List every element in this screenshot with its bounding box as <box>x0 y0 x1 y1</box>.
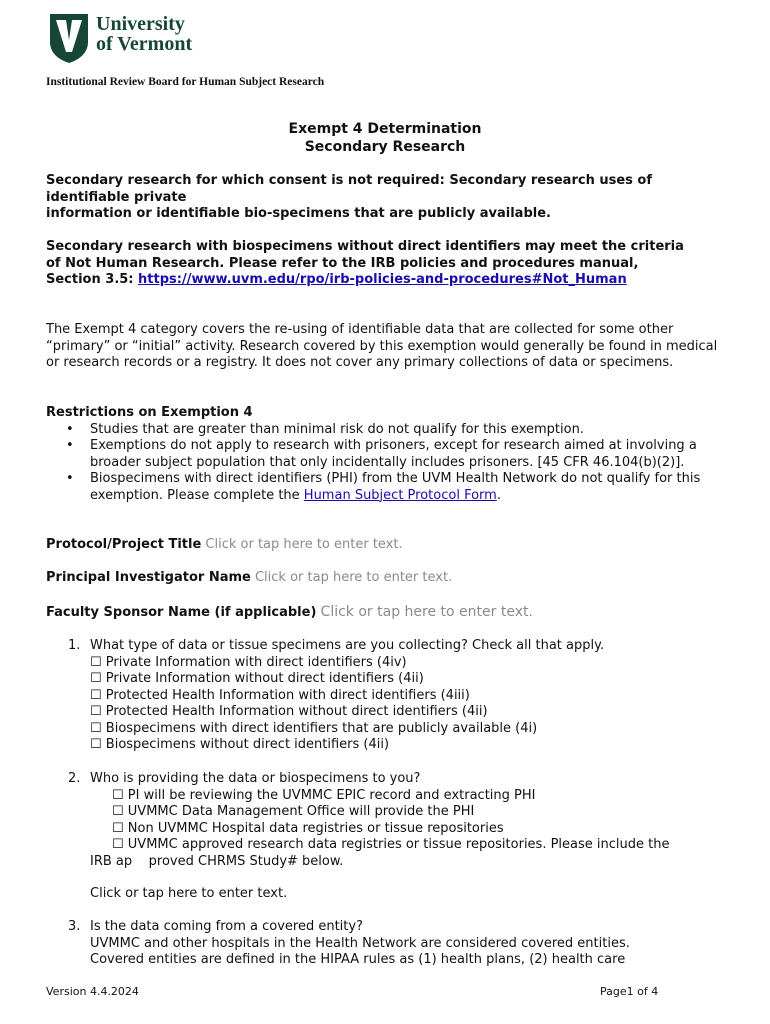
q1-number: 1. <box>68 638 81 653</box>
intro-para2 <box>46 239 696 289</box>
q2-option[interactable] <box>112 788 726 805</box>
checkbox-icon[interactable]: ☐ <box>90 737 102 752</box>
pi-name-input[interactable]: Click or tap here to enter text. <box>254 570 453 585</box>
irb-label: Institutional Review Board for Human Subject Research <box>46 76 325 88</box>
option-label: UVMMC Data Management Office will provide the PHI <box>127 804 475 819</box>
q2-question: Who is providing the data or biospecimens to you? <box>90 771 421 786</box>
q1-option[interactable] <box>90 688 726 705</box>
option-label: Private Information without direct identifiers (4ii) <box>105 671 424 686</box>
q2-option4-cont: IRB ap proved CHRMS Study# below. <box>90 853 344 869</box>
option-label: Non UVMMC Hospital data registries or tissue repositories <box>127 820 504 836</box>
q2-text-input[interactable]: Click or tap here to enter text. <box>90 886 288 901</box>
logo-line2: of Vermont <box>96 33 193 55</box>
pi-name-field <box>46 570 726 587</box>
protocol-form-link[interactable]: Human Subject Protocol Form <box>303 487 497 503</box>
checkbox-icon[interactable]: ☐ <box>90 720 102 736</box>
restriction-item: • Exemptions do not apply to research with prisoners, except for research aimed at involving a broader subject population that only incidentally includes prisoners. [45 CFR 46.104(b)(2)]. <box>90 438 726 471</box>
question-3 <box>46 919 726 969</box>
option-label: Biospecimens with direct identifiers that are publicly available (4i) <box>105 720 538 736</box>
restrictions-list <box>46 422 726 505</box>
logo-line1: University <box>96 13 185 35</box>
checkbox-icon[interactable]: ☐ <box>112 837 124 852</box>
option-label: Private Information with direct identifiers (4iv) <box>105 654 407 670</box>
question-2 <box>46 771 726 903</box>
restrictions-section <box>46 405 726 504</box>
intro-para1-line1: Secondary research for which consent is not required: Secondary research uses of identifiable private <box>46 173 653 205</box>
q1-option[interactable] <box>90 671 726 688</box>
protocol-title-label: Protocol/Project Title <box>46 537 202 552</box>
footer-version: Version 4.4.2024 <box>46 985 139 998</box>
q2-options <box>46 788 726 854</box>
protocol-title-input[interactable]: Click or tap here to enter text. <box>205 537 403 552</box>
restriction-item <box>90 471 726 504</box>
footer-page-number: Page1 of 4 <box>600 985 659 998</box>
intro-para3: The Exempt 4 category covers the re-using of identifiable data that are collected for some other “primary” or “initial” activity. Research covered by this exemption would generally be found in medical or research records or a registry. It does not cover any primary collections of data or specimens. <box>46 322 718 370</box>
sponsor-label: Faculty Sponsor Name (if applicable) <box>46 605 317 620</box>
option-label: Protected Health Information without direct identifiers (4ii) <box>105 704 488 719</box>
q1-option[interactable] <box>90 721 726 738</box>
checkbox-icon[interactable]: ☐ <box>112 804 124 819</box>
restriction-item: • Studies that are greater than minimal risk do not qualify for this exemption. <box>90 422 726 439</box>
checkbox-icon[interactable]: ☐ <box>90 704 102 719</box>
doc-title: Exempt 4 Determination <box>288 121 482 137</box>
checkbox-icon[interactable]: ☐ <box>90 654 102 670</box>
restriction-item3-end: . <box>496 487 501 503</box>
option-label: UVMMC approved research data registries or tissue repositories. Please include the <box>127 837 670 852</box>
q3-number: 3. <box>68 919 81 934</box>
checkbox-icon[interactable]: ☐ <box>112 820 124 836</box>
intro-para1 <box>46 173 726 223</box>
q3-question: Is the data coming from a covered entity? <box>90 919 363 934</box>
doc-subtitle: Secondary Research <box>304 139 466 155</box>
q2-option[interactable] <box>112 837 726 854</box>
q1-option[interactable] <box>90 655 726 672</box>
q2-number: 2. <box>68 771 81 786</box>
restriction-item3-text: Biospecimens with direct identifiers (PHI) from the UVM Health Network do not qualify for this exemption. Please complete the <box>90 471 701 503</box>
q1-option[interactable] <box>90 704 726 721</box>
sponsor-input[interactable]: Click or tap here to enter text. <box>320 604 533 620</box>
q2-option[interactable] <box>112 821 726 838</box>
q1-options <box>46 655 726 754</box>
question-1 <box>46 638 726 754</box>
q3-line3: Covered entities are defined in the HIPAA rules as (1) health plans, (2) health care <box>90 952 626 967</box>
q1-question: What type of data or tissue specimens are you collecting? Check all that apply. <box>90 638 605 653</box>
sponsor-field <box>46 604 726 622</box>
intro-para1-line2: information or identifiable bio-specimens that are publicly available. <box>46 206 551 221</box>
not-human-link[interactable]: https://www.uvm.edu/rpo/irb-policies-and-procedures#Not_Human <box>138 272 627 287</box>
checkbox-icon[interactable]: ☐ <box>112 787 124 803</box>
q2-option[interactable] <box>112 804 726 821</box>
intro-para2-text: Secondary research with biospecimens without direct identifiers may meet the criteria of Not Human Research. Please refer to the IRB policies and procedures manual, Section 3.5: <box>46 239 684 287</box>
option-label: Protected Health Information with direct identifiers (4iii) <box>105 687 470 703</box>
q1-option[interactable] <box>90 737 726 754</box>
restrictions-heading: Restrictions on Exemption 4 <box>46 405 253 420</box>
checkbox-icon[interactable]: ☐ <box>90 687 102 703</box>
option-label: Biospecimens without direct identifiers (4ii) <box>105 737 390 752</box>
checkbox-icon[interactable]: ☐ <box>90 671 102 686</box>
option-label: PI will be reviewing the UVMMC EPIC record and extracting PHI <box>127 787 536 803</box>
pi-name-label: Principal Investigator Name <box>46 570 251 585</box>
q3-line2: UVMMC and other hospitals in the Health Network are considered covered entities. <box>90 935 630 951</box>
uvm-logo <box>48 12 198 64</box>
protocol-title-field <box>46 537 726 554</box>
